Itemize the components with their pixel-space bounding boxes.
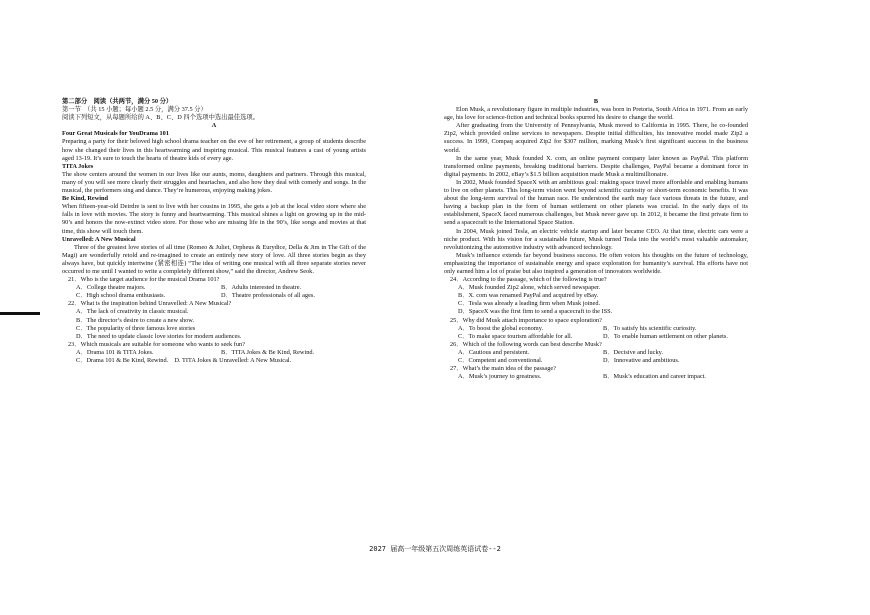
question-25 [444,317,748,341]
question-stem: 24．According to the passage, which of the following is true? [450,276,607,284]
right-column [444,98,748,381]
option-row [444,349,748,357]
question-stem: 23．Which musicals are suitable for someone who wants to seek fun? [68,340,245,348]
question-stem: 25．Why did Musk attach importance to space exploration? [450,316,602,324]
page-footer: 2027 届高一年级第五次周练英语试卷--2 [369,545,501,553]
option: B．X. com was renamed PayPal and acquired by eBay. [458,292,599,300]
option-row [62,349,366,357]
question-stem: 22．What is the inspiration behind Unravelled: A New Musical? [68,300,232,308]
section-heading: 第一节 （共 15 小题；每小题 2.5 分，满分 37.5 分） [62,106,207,114]
part-heading: 第二部分 阅读（共两节，满分 50 分） [62,98,173,105]
question-24 [444,276,748,316]
option-row [62,284,366,292]
option: A．Musk’s journey to greatness. [458,373,542,381]
section-title-unravelled: Unravelled: A New Musical [62,235,136,243]
question-stem: 26．Which of the following words can best describe Musk? [450,340,602,348]
question-22 [62,300,366,340]
option: A．College theatre majors. [76,284,146,292]
question-stem: 21．Who is the target audience for the musical Drama 101? [68,276,220,284]
passage-b-paragraph: In 2002, Musk founded SpaceX with an ambitious goal: making space travel more affordable and enabling humans to live on other planets. This long-term vision went beyond scientific curiosity or short-term economic benefits. It was about the long-term survival of the human race. He understood the earth may face various threats in the future, and having a backup plan in the form of human settlement on other planets was crucial. In the early days of its establishment, SpaceX faced numerous challenges, but Musk never gave up. In 2012, it became the first private firm to send a spacecraft to the International Space Station. [444,178,748,227]
option: C．Competent and conventional. [458,357,543,364]
question-26 [444,341,748,365]
option: D．Innovative and ambitious. [603,357,680,364]
passage-b-paragraph: After graduating from the University of Pennsylvania, Musk moved to California in 1995. There, he co-founded Zip2, which provided online services to newspapers. Despite initial difficulties, his innovative model made Zip2 a success. In 1999, Compaq acquired Zip2 for $307 million, marking Musk’s first significant success in the business world. [444,122,748,154]
instruction: 阅读下列短文，从每题所给的 A、B、C、D 四个选项中选出最佳选项。 [62,114,259,122]
option: C．Tesla was already a leading firm when Musk joined. [458,300,601,308]
option-row [444,325,748,333]
option: C．Drama 101 & Be Kind, Rewind. D. TITA Jokes & Unravelled: A New Musical. [76,357,292,364]
option: C．High school drama enthusiasts. [76,292,166,300]
question-23 [62,341,366,365]
option: C．The popularity of three famous love stories [76,324,196,332]
option: B．Adults interested in theatre. [221,284,302,292]
passage-b-label: B [593,98,599,105]
option: B．To satisfy his scientific curiosity. [603,324,697,332]
option: A．The lack of creativity in classic musical. [76,308,189,316]
option-row [444,373,748,381]
option-row [444,357,748,365]
option: D．Theatre professionals of all ages. [221,292,315,300]
passage-a-intro: Preparing a party for their beloved high school drama teacher on the eve of her retirement, a group of students describe how she changed their lives in this heartwarming and inspiring musical. This musical features a cast of young artists aged 13-19. It’s sure to touch the hearts of theatre kids of every age. [62,138,366,162]
option: C．To make space tourism affordable for all. [458,332,573,340]
option: D．SpaceX was the first firm to send a spacecraft to the ISS. [458,308,613,316]
option: A．Drama 101 & TITA Jokes. [76,348,154,356]
passage-b-paragraph: In 2004, Musk joined Tesla, an electric vehicle startup and later became CEO. At that time, electric cars were a niche product. With his vision for a sustainable future, Musk turned Tesla into the world’s most valuable automaker, revolutionizing the automotive industry with advanced technology. [444,227,748,251]
question-21 [62,276,366,300]
question-27 [444,365,748,381]
section-text-tita: The show centers around the women in our lives like our aunts, moms, daughters and partners. Through this musical, many of you will see more clearly their struggles and heartaches, and also how they deal with comedy and songs. In the musical, the performers sing and dance. They’re humerous, enjoying making jokes. [62,170,366,195]
passage-b-paragraph: Elon Musk, a revolutionary figure in multiple industries, was born in Pretoria, South Africa in 1971. From an early age, his love for science-fiction and technical books spurred his desire to change the world. [444,106,748,122]
passage-b-paragraph: Musk’s influence extends far beyond business success. He often voices his thoughts on the future of technology, emphasizing the importance of sustainable energy and space exploration for humanity’s survival. His efforts have not only earned him a lot of praise but also inspired a generation of innovators worldwide. [444,251,748,275]
left-column [62,98,366,365]
passage-a-title: Four Great Musicals for YouDrama 101 [62,130,169,138]
option-row [444,333,748,341]
passage-a-label: A [211,122,217,130]
section-text-rewind: When fifteen-year-old Deirdre is sent to live with her cousins in 1995, she gets a job at the local video store where she falls in love with movies. The story is funny and heartwarming. This musical shines a light on growing up in the mid-90’s and honors the now-extinct video store. For those who are missing life in the 90’s, like songs and movies at that time, this show will touch them. [62,203,366,235]
section-text-unravelled: Three of the greatest love stories of all time (Romeo & Juliet, Orpheus & Eurydice, Della & Jim in The Gift of the Magi) are wonderfully retold and re-imagined to create an entirely new story of love. All three stories begin as they always have, but quickly intertwine (紧密相连) “The idea of writing one musical with all three separate stories never occurred to me until I wanted to write a completely different show,” said the director, Andrew Seok. [62,243,366,275]
option: A．Cautious and persistent. [458,348,530,356]
option: B．TITA Jokes & Be Kind, Rewind. [221,348,315,356]
option: A．Musk founded Zip2 alone, which served newspaper. [458,284,601,292]
option: B．Decisive and lucky. [603,348,663,356]
question-stem: 27．What’s the main idea of the passage? [450,365,556,373]
section-title-rewind: Be Kind, Rewind [62,195,109,203]
option: D．To enable human settlement on other planets. [603,332,728,340]
section-title-tita: TITA Jokes [62,162,94,170]
passage-b-paragraph: In the same year, Musk founded X. com, an online payment company later known as PayPal. This platform transformed online payments, breaking traditional barriers. Despite challenges, PayPal became a dominant force in digital payments. In 2002, eBay’s $1.5 billion acquisition made Musk a multimillionaire. [444,154,748,178]
option: B．The director’s desire to create a new show. [76,316,195,324]
option: A．To boost the global economy. [458,324,544,332]
option-row [62,292,366,300]
margin-bar [0,312,40,315]
option: D．The need to update classic love stories for modern audiences. [76,332,242,340]
option: B．Musk’s education and career impact. [603,373,706,381]
